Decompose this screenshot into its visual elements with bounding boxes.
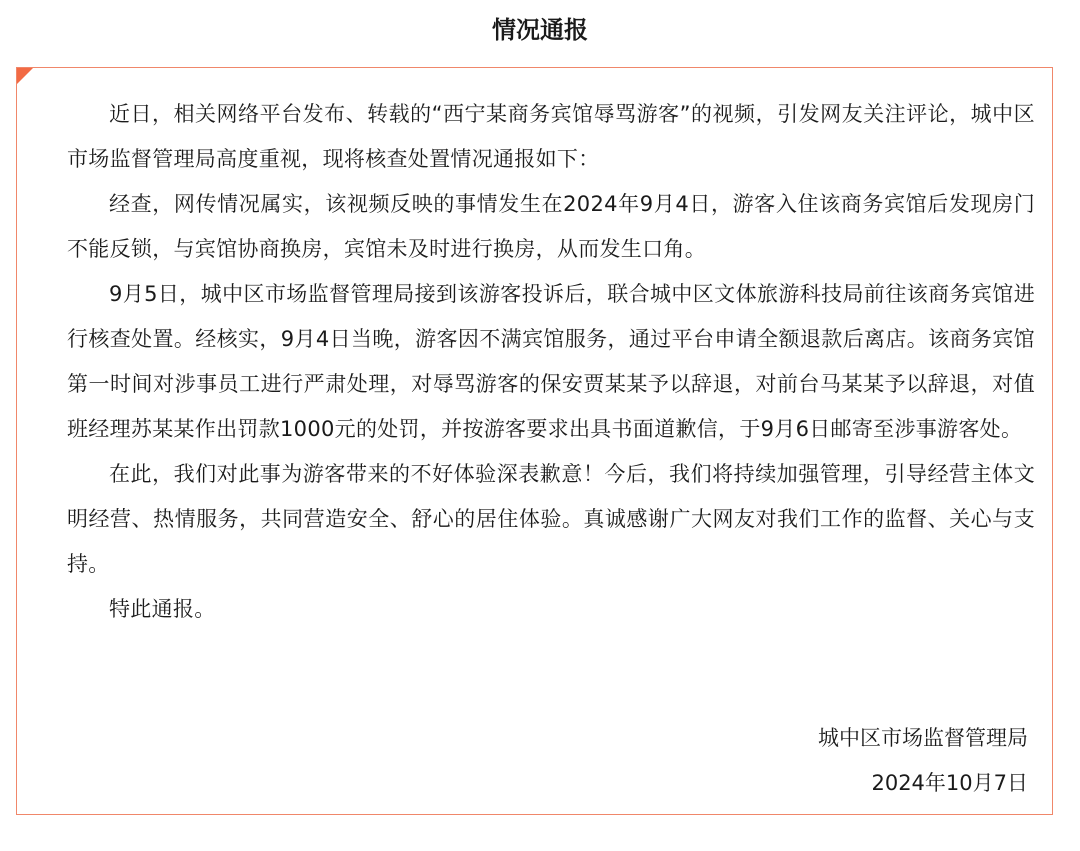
signature-block <box>818 716 1028 806</box>
page-title: 情况通报 <box>492 16 588 44</box>
notice-body <box>67 92 1035 632</box>
corner-accent <box>17 68 33 84</box>
paragraph-intro: 近日，相关网络平台发布、转载的“西宁某商务宾馆辱骂游客”的视频，引发网友关注评论，城中区市场监督管理局高度重视，现将核查处置情况通报如下： <box>67 102 1035 171</box>
paragraph-apology: 在此，我们对此事为游客带来的不好体验深表歉意！今后，我们将持续加强管理，引导经营主体文明经营、热情服务，共同营造安全、舒心的居住体验。真诚感谢广大网友对我们工作的监督、关心与支持。 <box>67 462 1035 576</box>
signature-organization: 城中区市场监督管理局 <box>818 726 1028 750</box>
paragraph-closing: 特此通报。 <box>109 597 216 621</box>
signature-date: 2024年10月7日 <box>871 771 1028 795</box>
notice-box <box>16 67 1053 815</box>
paragraph-handling: 9月5日，城中区市场监督管理局接到该游客投诉后，联合城中区文体旅游科技局前往该商务宾馆进行核查处置。经核实，9月4日当晚，游客因不满宾馆服务，通过平台申请全额退款后离店。该商务宾馆第一时间对涉事员工进行严肃处理，对辱骂游客的保安贾某某予以辞退，对前台马某某予以辞退，对值班经理苏某某作出罚款1000元的处罚，并按游客要求出具书面道歉信，于9月6日邮寄至涉事游客处。 <box>67 282 1035 441</box>
paragraph-findings: 经查，网传情况属实，该视频反映的事情发生在2024年9月4日，游客入住该商务宾馆后发现房门不能反锁，与宾馆协商换房，宾馆未及时进行换房，从而发生口角。 <box>67 192 1035 261</box>
